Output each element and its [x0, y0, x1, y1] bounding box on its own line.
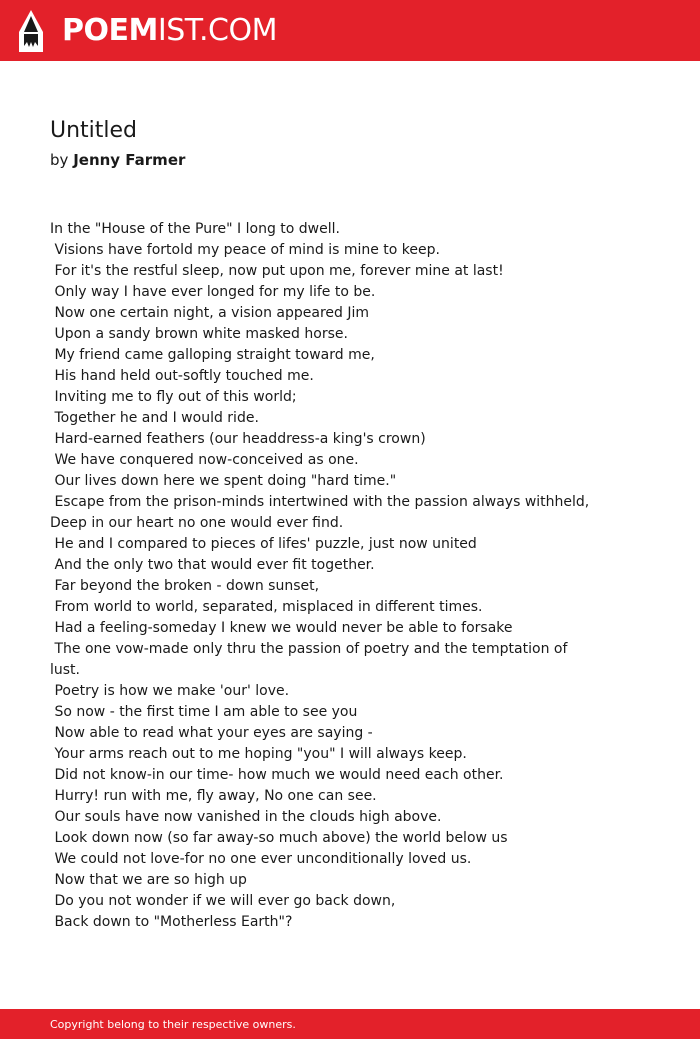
site-logo[interactable] — [62, 13, 277, 49]
poem-line: Inviting me to fly out of this world; — [50, 389, 297, 405]
poem-line: Escape from the prison-minds intertwined with the passion always withheld, Deep in our heart no one would ever find. — [50, 494, 594, 531]
poem-line: He and I compared to pieces of lifes' puzzle, just now united — [50, 536, 477, 552]
poem-line: Look down now (so far away-so much above) the world below us — [50, 830, 508, 846]
poem-line: The one vow-made only thru the passion of poetry and the temptation of lust. — [50, 641, 572, 678]
poem-line: Our souls have now vanished in the clouds high above. — [50, 809, 442, 825]
poem-line: Do you not wonder if we will ever go back down, — [50, 893, 396, 909]
poem-line: Poetry is how we make 'our' love. — [50, 683, 290, 699]
poem-line: Hard-earned feathers (our headdress-a king's crown) — [50, 431, 426, 447]
poem-line: Together he and I would ride. — [50, 410, 259, 426]
byline — [50, 150, 185, 170]
poem-line: Did not know-in our time- how much we would need each other. — [50, 767, 504, 783]
logo-bold-text: POEM — [62, 13, 158, 48]
poem-title: Untitled — [50, 118, 138, 143]
poem-line: Had a feeling-someday I knew we would never be able to forsake — [50, 620, 513, 636]
poem-line: Only way I have ever longed for my life to be. — [50, 284, 376, 300]
poem-line: Now one certain night, a vision appeared Jim — [50, 305, 370, 321]
site-header — [0, 0, 700, 61]
pencil-icon[interactable] — [19, 10, 43, 52]
by-label: by — [50, 151, 69, 169]
poem-line: Your arms reach out to me hoping "you" I will always keep. — [50, 746, 467, 762]
poem-line: Hurry! run with me, fly away, No one can see. — [50, 788, 377, 804]
poem-line: In the "House of the Pure" I long to dwell. — [50, 221, 340, 237]
logo-light-text: IST.COM — [157, 13, 277, 48]
poem-line: We have conquered now-conceived as one. — [50, 452, 359, 468]
poem-line: Visions have fortold my peace of mind is mine to keep. — [50, 242, 440, 258]
poem-line: His hand held out-softly touched me. — [50, 368, 314, 384]
poem-line: Back down to "Motherless Earth"? — [50, 914, 293, 930]
copyright-text: Copyright belong to their respective owners. — [50, 1018, 296, 1031]
site-footer — [0, 1009, 700, 1039]
author-name[interactable]: Jenny Farmer — [73, 151, 186, 169]
poem-line: We could not love-for no one ever unconditionally loved us. — [50, 851, 472, 867]
poem-line: So now - the first time I am able to see you — [50, 704, 358, 720]
poem-line: Our lives down here we spent doing "hard time." — [50, 473, 397, 489]
poem-line: For it's the restful sleep, now put upon me, forever mine at last! — [50, 263, 504, 279]
poem-line: And the only two that would ever fit together. — [50, 557, 375, 573]
poem-line: Upon a sandy brown white masked horse. — [50, 326, 348, 342]
poem-line: From world to world, separated, misplaced in different times. — [50, 599, 483, 615]
poem-line: My friend came galloping straight toward me, — [50, 347, 375, 363]
poem-line: Now able to read what your eyes are saying - — [50, 725, 373, 741]
poem-body — [50, 219, 595, 933]
poem-line: Now that we are so high up — [50, 872, 247, 888]
poem-line: Far beyond the broken - down sunset, — [50, 578, 320, 594]
